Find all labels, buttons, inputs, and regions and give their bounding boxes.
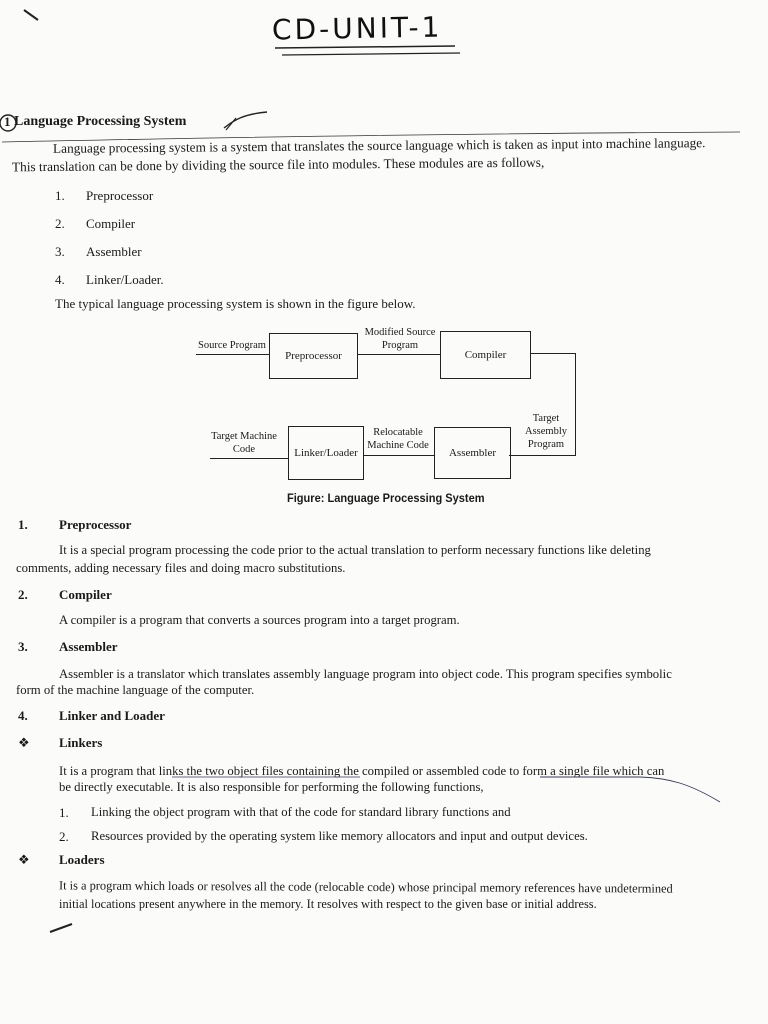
source-program-label: Source Program	[198, 340, 266, 351]
pre-num: 1.	[18, 517, 28, 532]
connector-compiler-right	[530, 353, 576, 354]
comp-line-1: A compiler is a program that converts a sources program into a target program.	[59, 613, 460, 627]
arrow-source-to-preprocessor	[196, 354, 270, 355]
linkers-line-1: It is a program that links the two object files containing the compiled or assembled code to form a single file which can	[59, 764, 665, 778]
title-underline	[270, 44, 470, 60]
linkers-item-num-2: 2.	[59, 829, 69, 844]
asm-heading: Assembler	[59, 639, 118, 654]
comp-num: 2.	[18, 587, 28, 602]
module-label-2: Compiler	[86, 216, 136, 231]
handwritten-underline-mark	[170, 774, 730, 806]
loaders-heading: Loaders	[59, 852, 105, 867]
modified-source-label-1: Modified Source	[364, 327, 436, 338]
asm-num: 3.	[18, 639, 28, 654]
linkers-bullet-icon: ❖	[18, 735, 30, 750]
loaders-line-1: It is a program which loads or resolves all the code (relocable code) whose principal memory references have undetermined	[58, 878, 673, 896]
module-label-4: Linker/Loader.	[86, 272, 164, 287]
linker-loader-box	[288, 426, 364, 480]
arrow-linker-to-output	[210, 458, 288, 459]
assembler-box	[434, 427, 511, 479]
ll-num: 4.	[18, 708, 28, 723]
target-assembly-label-1: Target	[532, 413, 560, 424]
connector-to-assembler	[509, 455, 576, 456]
corner-mark-icon	[22, 8, 44, 24]
relocatable-label-1: Relocatable	[373, 427, 423, 438]
figure-caption: Figure: Language Processing System	[287, 491, 485, 505]
linkers-item-text-1: Linking the object program with that of the code for standard library functions and	[91, 805, 511, 819]
relocatable-label-2: Machine Code	[367, 440, 429, 451]
section-number: 1	[4, 114, 11, 129]
module-num-3: 3.	[55, 244, 65, 259]
ll-heading: Linker and Loader	[59, 708, 165, 723]
target-machine-label-1: Target Machine	[211, 431, 277, 442]
asm-line-2: form of the machine language of the computer.	[16, 683, 255, 697]
section-heading: Language Processing System	[14, 114, 187, 129]
pre-heading: Preprocessor	[59, 517, 132, 532]
target-machine-label-2: Code	[232, 444, 256, 455]
arrow-assembler-to-linker	[363, 455, 434, 456]
linker-loader-box-label: Linker/Loader	[294, 447, 358, 459]
linkers-item-text-2: Resources provided by the operating system like memory allocators and input and output devices.	[91, 829, 588, 843]
module-label-1: Preprocessor	[86, 188, 154, 203]
target-assembly-label-3: Program	[527, 439, 565, 450]
linkers-item-num-1: 1.	[59, 805, 69, 820]
linkers-heading: Linkers	[59, 735, 103, 750]
preprocessor-box	[269, 333, 358, 379]
loaders-line-2: initial locations present anywhere in the memory. It resolves with respect to the given base or initial address.	[59, 897, 597, 911]
arrow-preprocessor-to-compiler	[357, 354, 441, 355]
assembler-box-label: Assembler	[448, 447, 497, 459]
compiler-box-label: Compiler	[464, 349, 507, 361]
intro-line-2: This translation can be done by dividing the source file into modules. These modules are as follows,	[11, 154, 545, 175]
module-label-3: Assembler	[86, 244, 142, 259]
module-num-1: 1.	[55, 188, 65, 203]
linkers-line-2: be directly executable. It is also responsible for performing the following functions,	[59, 780, 484, 794]
modified-source-label-2: Program	[381, 340, 419, 351]
module-num-4: 4.	[55, 272, 65, 287]
loaders-bullet-icon: ❖	[18, 852, 30, 867]
preprocessor-box-label: Preprocessor	[285, 350, 342, 362]
asm-line-1: Assembler is a translator which translates assembly language program into object code. This program specifies symbolic	[59, 667, 672, 681]
compiler-box	[440, 331, 531, 379]
module-num-2: 2.	[55, 216, 65, 231]
intro-line-1: Language processing system is a system that translates the source language which is taken as input into machine language.	[52, 135, 706, 156]
comp-heading: Compiler	[59, 587, 112, 602]
page-title: CD-UNIT-1	[271, 10, 443, 47]
pre-line-2: comments, adding necessary files and doing macro substitutions.	[16, 561, 346, 575]
stray-pen-mark-icon	[48, 920, 78, 936]
figure-intro: The typical language processing system is shown in the figure below.	[55, 296, 416, 311]
pre-line-1: It is a special program processing the code prior to the actual translation to perform necessary functions like deleting	[59, 543, 651, 557]
target-assembly-label-2: Assembly	[525, 426, 567, 437]
